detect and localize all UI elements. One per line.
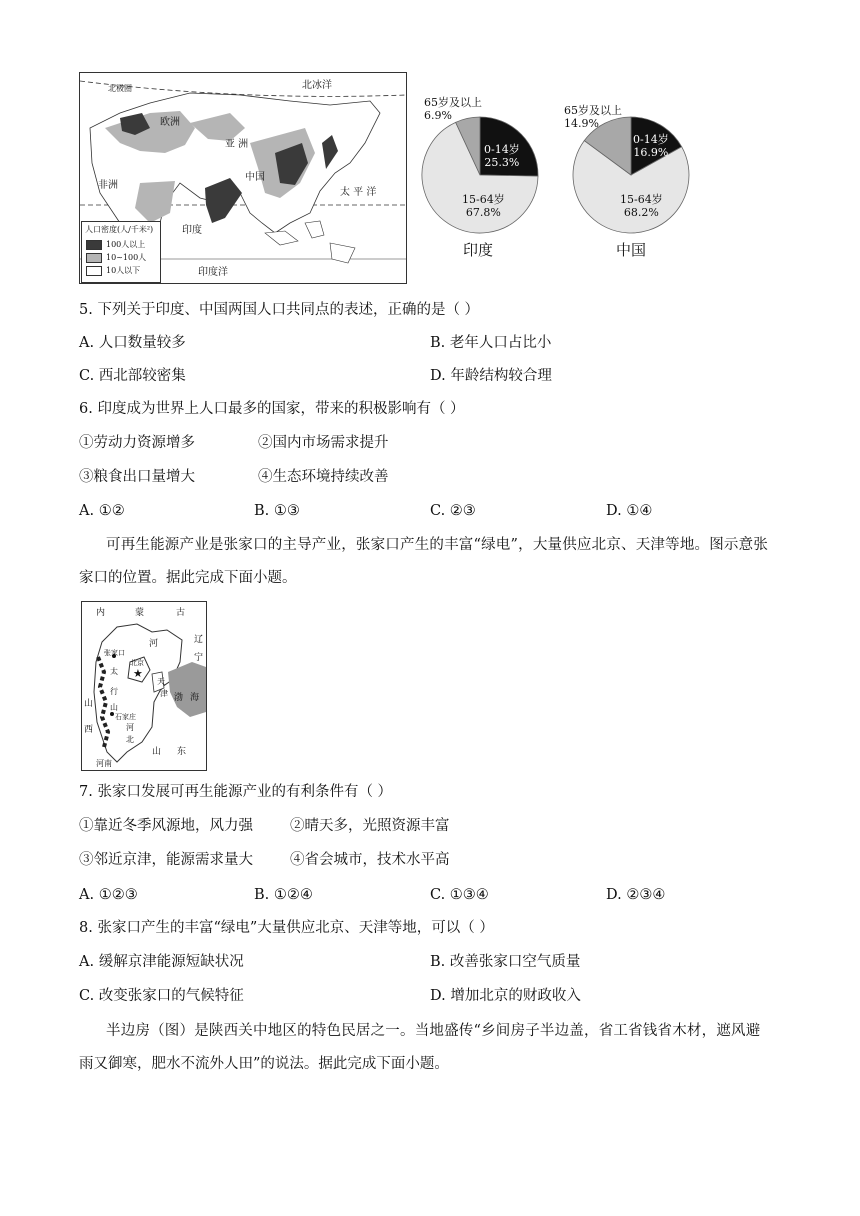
map-label-asia: 亚 洲 <box>225 139 249 150</box>
passage1-line1: 可再生能源产业是张家口的主导产业，张家口产生的丰富“绿电”，大量供应北京、天津等地。图示意张 <box>106 537 769 553</box>
map2-label-nei: 内 <box>96 608 106 618</box>
q8-option-c[interactable]: C. 改变张家口的气候特征 <box>79 988 244 1004</box>
india-young-value: 25.3% <box>484 156 520 169</box>
china-mid-category: 15-64岁 <box>620 193 663 206</box>
map2-label-shanxi-xi: 西 <box>84 725 94 735</box>
q7-statement-3: ③邻近京津，能源需求量大 <box>79 852 253 868</box>
map2-label-hai: 海 <box>190 693 200 703</box>
china-mid-value: 68.2% <box>623 206 659 219</box>
q7-statement-1: ①靠近冬季风源地，风力强 <box>79 818 253 834</box>
map2-label-gu: 古 <box>176 608 186 618</box>
legend-swatch <box>86 253 102 263</box>
map2-label-meng: 蒙 <box>135 608 145 618</box>
china-old-label <box>564 104 622 130</box>
map2-label-shandong-shan: 山 <box>152 747 162 757</box>
map2-label-shanxi-shan: 山 <box>84 699 94 709</box>
map2-label-jin: 津 <box>160 689 168 698</box>
map2-label-liao: 辽 <box>194 635 204 645</box>
china-young-category: 0-14岁 <box>633 133 669 146</box>
q8-option-d[interactable]: D. 增加北京的财政收入 <box>430 988 581 1004</box>
q7-option-c[interactable]: C. ①③④ <box>430 887 489 903</box>
india-mid-value: 67.8% <box>465 206 501 219</box>
map-legend <box>81 221 161 283</box>
q6-stem: 6. 印度成为世界上人口最多的国家，带来的积极影响有（ ） <box>79 401 465 417</box>
map2-label-tai: 太 <box>110 667 118 676</box>
q7-option-d[interactable]: D. ②③④ <box>606 887 666 903</box>
china-pie-title: 中国 <box>616 241 647 259</box>
map2-label-zhangjiakou: 张家口 <box>104 649 125 657</box>
q5-stem: 5. 下列关于印度、中国两国人口共同点的表述，正确的是（ ） <box>79 302 480 318</box>
india-mid-label <box>462 193 505 219</box>
map2-label-hang: 行 <box>110 687 118 696</box>
map2-label-shandong-dong: 东 <box>177 747 187 757</box>
legend-label: 10~100人 <box>106 253 147 262</box>
legend-item-medium <box>86 252 146 263</box>
passage2-line2: 雨又御寒，肥水不流外人田”的说法。据此完成下面小题。 <box>79 1056 449 1072</box>
zhangjiakou-location-map <box>81 601 207 771</box>
map2-label-hebei-bei: 北 <box>126 735 134 744</box>
q7-stem: 7. 张家口发展可再生能源产业的有利条件有（ ） <box>79 784 393 800</box>
map2-label-shijiazhuang: 石家庄 <box>115 713 136 721</box>
india-mid-category: 15-64岁 <box>462 193 505 206</box>
map-label-indian-ocean: 印度洋 <box>198 267 228 278</box>
passage1-line2: 家口的位置。据此完成下面小题。 <box>79 570 297 586</box>
map2-label-beijing: 北京 <box>130 659 144 667</box>
china-young-value: 16.9% <box>633 146 669 159</box>
map2-label-tian: 天 <box>157 677 165 686</box>
q5-option-d[interactable]: D. 年龄结构较合理 <box>430 368 552 384</box>
q6-statement-3: ③粮食出口量增大 <box>79 469 195 485</box>
legend-swatch <box>86 266 102 276</box>
passage2-line1: 半边房（图）是陕西关中地区的特色民居之一。当地盛传“乡间房子半边盖，省工省钱省木材，遮风避 <box>106 1023 761 1039</box>
q6-statement-4: ④生态环境持续改善 <box>258 469 389 485</box>
q7-statement-4: ④省会城市，技术水平高 <box>290 852 450 868</box>
map2-label-shan: 山 <box>110 703 118 712</box>
q8-option-b[interactable]: B. 改善张家口空气质量 <box>430 954 581 970</box>
china-mid-label <box>620 193 663 219</box>
china-old-value: 14.9% <box>564 117 599 130</box>
legend-item-high <box>86 239 145 250</box>
q6-option-c[interactable]: C. ②③ <box>430 503 476 519</box>
q5-option-c[interactable]: C. 西北部较密集 <box>79 368 186 384</box>
q6-option-a[interactable]: A. ①② <box>79 503 125 519</box>
map2-label-henan: 河南 <box>96 759 112 768</box>
legend-label: 10人以下 <box>106 266 141 275</box>
legend-item-low <box>86 265 140 276</box>
legend-label: 100人以上 <box>106 240 146 249</box>
q8-option-a[interactable]: A. 缓解京津能源短缺状况 <box>79 954 244 970</box>
india-young-category: 0-14岁 <box>484 143 520 156</box>
legend-title: 人口密度(人/千米²) <box>85 225 154 234</box>
map-label-europe: 欧洲 <box>160 117 180 128</box>
india-old-label <box>424 96 482 122</box>
map2-label-he: 河 <box>149 639 159 649</box>
population-density-map <box>79 72 407 284</box>
q6-option-b[interactable]: B. ①③ <box>254 503 300 519</box>
svg-text:★: ★ <box>133 667 143 680</box>
q6-statement-2: ②国内市场需求提升 <box>258 435 389 451</box>
india-old-value: 6.9% <box>424 109 452 122</box>
q5-option-a[interactable]: A. 人口数量较多 <box>79 335 186 351</box>
q8-stem: 8. 张家口产生的丰富“绿电”大量供应北京、天津等地，可以（ ） <box>79 920 494 936</box>
q5-option-b[interactable]: B. 老年人口占比小 <box>430 335 552 351</box>
india-old-category: 65岁及以上 <box>424 96 482 109</box>
q7-option-b[interactable]: B. ①②④ <box>254 887 313 903</box>
legend-swatch <box>86 240 102 250</box>
map-label-india: 印度 <box>182 225 202 236</box>
china-old-category: 65岁及以上 <box>564 104 622 117</box>
map2-label-hebei-he: 河 <box>126 723 134 732</box>
china-young-label <box>633 133 669 159</box>
map-label-pacific: 太 平 洋 <box>340 187 377 198</box>
india-young-label <box>484 143 520 169</box>
india-pie-title: 印度 <box>463 241 494 259</box>
q7-statement-2: ②晴天多，光照资源丰富 <box>290 818 450 834</box>
map-label-arctic-circle: 北极圈 <box>108 84 132 93</box>
q6-option-d[interactable]: D. ①④ <box>606 503 653 519</box>
map-label-arctic-ocean: 北冰洋 <box>302 80 332 91</box>
pie-chart-india <box>415 110 545 240</box>
map-label-africa: 非洲 <box>98 180 118 191</box>
q7-option-a[interactable]: A. ①②③ <box>79 887 138 903</box>
q6-statement-1: ①劳动力资源增多 <box>79 435 195 451</box>
map2-label-ning: 宁 <box>194 653 204 663</box>
map2-drawing <box>82 602 206 770</box>
map-label-china: 中国 <box>245 172 265 183</box>
map2-label-bo: 渤 <box>174 693 184 703</box>
